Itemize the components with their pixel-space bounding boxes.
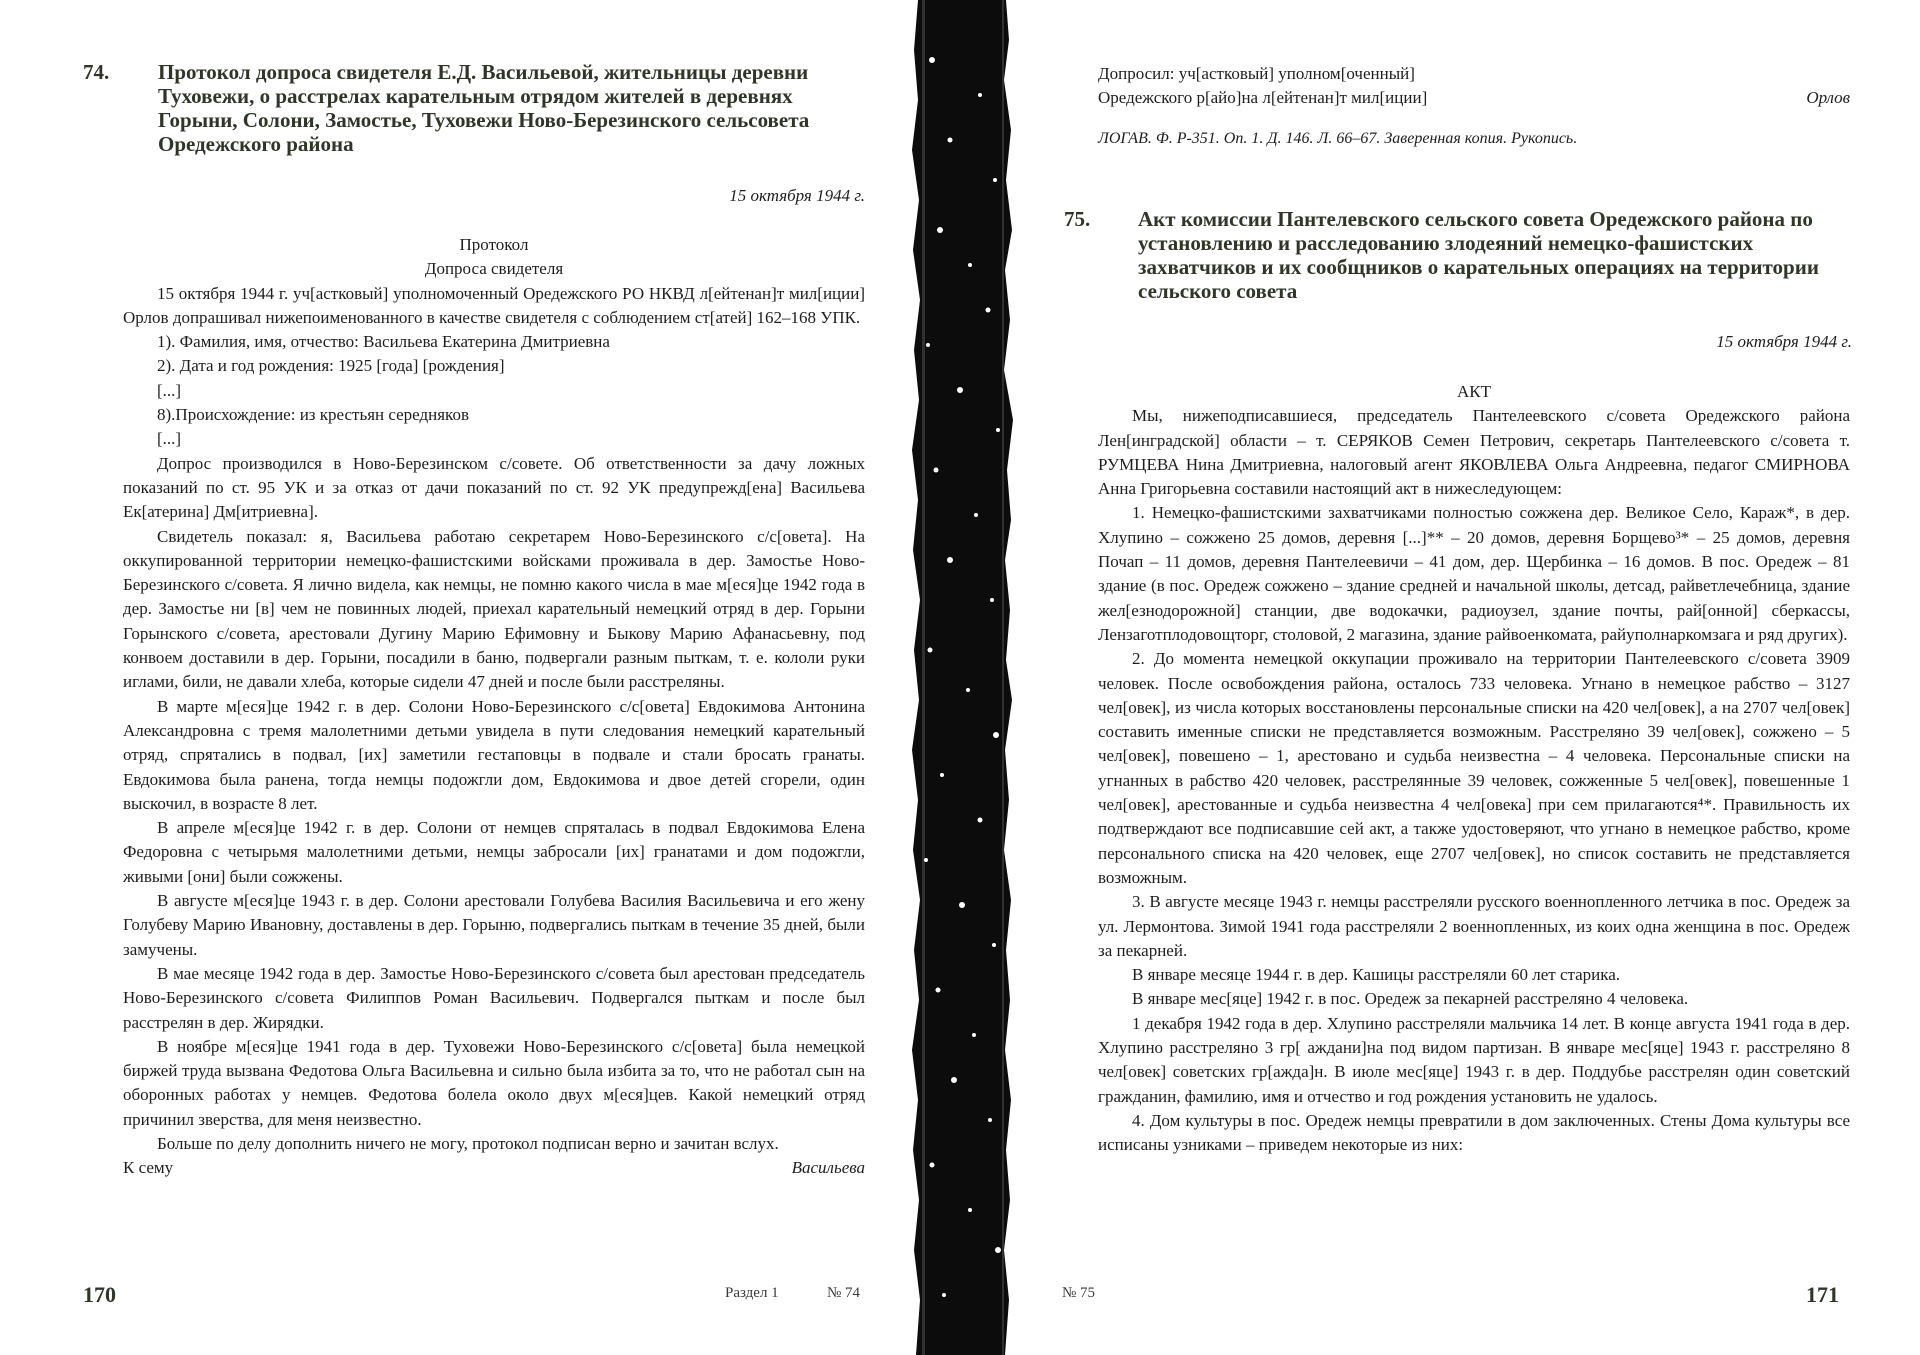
doc-reference: № 75 <box>1062 1285 1096 1301</box>
signature: Васильева <box>791 1158 865 1178</box>
heading-protocol: Протокол <box>459 235 529 254</box>
paragraph: Свидетель показал: я, Васильева работаю секретарем Ново-Березинского с/с[овета]. На оккупированной территории немецко-фашистскими войсками проживала в дер. Замостье Ново-Березинского с/совета. Я лично видела, как немцы, не помню какого числа в мае м[еся]це 1942 года в дер. Замостье ни [в] чем не повинных людей, приехал карательный немецкий отряд в дер. Горыни Горынского с/совета, арестовали Дугину Марию Ефимовну и Быкову Марию Афанасьевну, под конвоем доставили в дер. Горыни, посадили в баню, подвергали разным пыткам, т. е. кололи руки иглами, били, не давали хлеба, которые сидели 47 дней и после были расстреляны. <box>123 526 865 692</box>
book-spine <box>910 0 1020 1355</box>
document-body <box>123 233 865 1181</box>
paragraph: В марте м[еся]це 1942 г. в дер. Солони Ново-Березинского с/с[овета] Евдокимова Антонина Александровна с тремя малолетними детьми увидела в пути следования немецкий карательный отряд, спрятались в подвал, [их] заметили гестаповцы в подвале и стали бросать гранаты. Евдокимова была ранена, тогда немцы подожгли дом, Евдокимова и двое детей сгорели, один выскочил, в возрасте 8 лет. <box>123 696 865 813</box>
paragraph: Мы, нижеподписавшиеся, председатель Пантелеевского с/совета Оредежского района Лен[инградской] области – т. СЕРЯКОВ Семен Петрович, секретарь Пантелеевского с/совета т. РУМЦЕВА Нина Дмитриевна, налоговый агент ЯКОВЛЕВА Ольга Андреевна, педагог СМИРНОВА Анна Григорьевна составили настоящий акт в нижеследующем: <box>1098 406 1850 499</box>
paragraph: [...] <box>157 429 182 449</box>
paragraph: В январе месяце 1944 г. в дер. Кашицы расстреляли 60 лет старика. <box>1132 965 1621 985</box>
paragraph: 1 декабря 1942 года в дер. Хлупино расстреляли мальчика 14 лет. В конце августа 1941 года в дер. Хлупино расстреляно 3 гр[ аждани]на под видом партизан. В январе мес[яце] 1943 г. расстреляно 8 чел[овек] советских гр[ажда]н. В июле мес[яце] 1943 г. в дер. Поддубье расстрелян один советский гражданин, фамилию, имя и отчество и год рождения установить не удалось. <box>1098 1013 1850 1106</box>
paragraph: В августе м[еся]це 1943 г. в дер. Солони арестовали Голубева Василия Васильевича и его жену Голубеву Марию Ивановну, доставлены в дер. Горыню, подвергались пыткам в течение 35 дней, были замучены. <box>123 891 865 959</box>
paragraph: 3. В августе месяце 1943 г. немцы расстреляли русского военнопленного летчика в пос. Оредеж за ул. Лермонтова. Зимой 1941 года расстреляли 2 военнопленных, из коих одна женщина в пос. Оредеж за пекарней. <box>1098 892 1850 960</box>
paragraph: 15 октября 1944 г. уч[астковый] уполномоченный Оредежского РО НКВД л[ейтенан]т мил[иции] Орлов допрашивал нижепоименованного в качестве свидетеля с соблюдением ст[атей] 162–168 УПК. <box>123 283 865 327</box>
paragraph: 2. До момента немецкой оккупации проживало на территории Пантелеевского с/совета 3909 человек. После освобождения района, осталось 733 человека. Угнано в немецкое рабство – 3127 чел[овек], из числа которых восстановлены персональные списки на 420 чел[овек], а на 2707 чел[овек] составить именные списки не представляется возможным. Расстреляно 39 чел[овек], сожжено – 5 чел[овек], повешено – 1, арестовано и судьба неизвестна – 4 человека. Персональные списки на угнанных в рабство 420 человек, расстрелянные 39 человек, сожженные 5 чел[овек], повешенные 1 чел[овек], арестованные и судьба неизвестна 4 чел[овека] при сем прилагаются⁴*. Правильность их подтверждают все подписавшие сей акт, а также удостоверяют, что угнано в немецкое рабство, кроме персонального списка на 420 человек, еще 2707 чел[овек], но список составить не представляется возможным. <box>1098 649 1850 887</box>
interrogator-line: Допросил: уч[астковый] уполном[оченный] <box>1098 64 1415 83</box>
signature-row <box>123 1156 865 1180</box>
paragraph: В апреле м[еся]це 1942 г. в дер. Солони от немцев спряталась в подвал Евдокимова Елена Федоровна с четырьмя малолетними детьми, немцы забросали [их] гранатами и дом подожгли, живыми [они] были сожжены. <box>123 818 865 886</box>
doc-reference: № 74 <box>827 1285 861 1301</box>
paragraph: Допрос производился в Ново-Березинском с/совете. Об ответственности за дачу ложных показаний по ст. 95 УК и за отказ от дачи показаний по ст. 92 УК предупрежд[ена] Васильева Ек[атерина] Дм[итриевна]. <box>123 453 865 522</box>
paragraph: 8).Происхождение: из крестьян середняков <box>157 405 469 425</box>
paragraph: Больше по делу дополнить ничего не могу, протокол подписан верно и зачитан вслух. <box>157 1133 779 1153</box>
paragraph: [...] <box>157 380 182 400</box>
doc-date: 15 октября 1944 г. <box>1716 332 1852 351</box>
doc-number: 74. <box>83 60 110 84</box>
archive-source: ЛОГАВ. Ф. Р-351. Оп. 1. Д. 146. Л. 66–67. Заверенная копия. Рукопись. <box>1098 129 1578 147</box>
doc-title: Протокол допроса свидетеля Е.Д. Васильевой, жительницы деревни Туховежи, о расстрелах карательным отрядом жителей в деревнях Горыни, Солони, Замостье, Туховежи Ново-Березинского сельсовета Оредежского района <box>158 60 810 156</box>
section-label: Раздел 1 <box>725 1285 779 1301</box>
doc-title: Акт комиссии Пантелевского сельского совета Оредежского района по установлению и расследованию злодеяний немецко-фашистских захватчиков и их сообщников о карательных операциях на территории сельского совета <box>1138 207 1819 303</box>
interrogator-block <box>1098 62 1850 151</box>
doc-number: 75. <box>1064 207 1091 231</box>
spine-texture <box>910 0 1020 1355</box>
paragraph: В ноябре м[еся]це 1941 года в дер. Туховежи Ново-Березинского с/с[овета] была немецкой биржей труда вызвана Федотова Ольга Васильевна и сильно была избита за то, что не работал сын на оборонных работах у немцев. Федотова болела около двух м[еся]цев. Какой немецкий отряд причинил зверства, для меня неизвестно. <box>123 1036 865 1129</box>
paragraph: 4. Дом культуры в пос. Оредеж немцы превратили в дом заключенных. Стены Дома культуры все исписаны узниками – приведем некоторые из них: <box>1098 1110 1850 1155</box>
interrogator-name: Орлов <box>1806 88 1850 108</box>
paragraph: 2). Дата и год рождения: 1925 [года] [рождения] <box>157 356 505 376</box>
interrogator-row <box>1098 86 1850 110</box>
document-body <box>1098 380 1850 1158</box>
page-number: 171 <box>1806 1282 1839 1307</box>
right-page <box>1020 0 1920 1355</box>
sign-label: К сему <box>123 1158 174 1178</box>
paragraph: В мае месяце 1942 года в дер. Замостье Ново-Березинского с/совета был арестован председатель Ново-Березинского с/совета Филиппов Роман Васильевич. Подвергался пыткам и после был расстрелян в дер. Жирядки. <box>123 963 865 1032</box>
paragraph: В январе мес[яце] 1942 г. в пос. Оредеж за пекарней расстреляно 4 человека. <box>1132 989 1689 1009</box>
paragraph: 1. Немецко-фашистскими захватчиками полностью сожжена дер. Великое Село, Караж*, в дер. Хлупино – сожжено 25 домов, деревня [...]** – 20 домов, деревня Борщево³* – 25 домов, деревня Почап – 11 домов, деревня Пантелеевичи – 41 дом, дер. Щербинка – 16 домов. В пос. Оредеж – 81 здание (в пос. Оредеж сожжено – здание средней и начальной школы, детсад, райветлечебница, здание жел[езнодорожной] станции, две водокачки, радиоузел, здание почты, рай[онной] сберкассы, Лензаготплодовощторг, столовой, 2 магазина, здание райвоенкомата, райуполнаркомзага и ряд других). <box>1098 503 1850 644</box>
paragraph: 1). Фамилия, имя, отчество: Васильева Екатерина Дмитриевна <box>157 332 610 352</box>
page-number: 170 <box>83 1282 116 1307</box>
heading-act: АКТ <box>1457 382 1491 401</box>
interrogator-line: Оредежского р[айо]на л[ейтенан]т мил[иции] <box>1098 88 1428 108</box>
heading-witness: Допроса свидетеля <box>424 259 564 279</box>
doc-date: 15 октября 1944 г. <box>729 186 865 205</box>
left-page <box>0 0 910 1355</box>
